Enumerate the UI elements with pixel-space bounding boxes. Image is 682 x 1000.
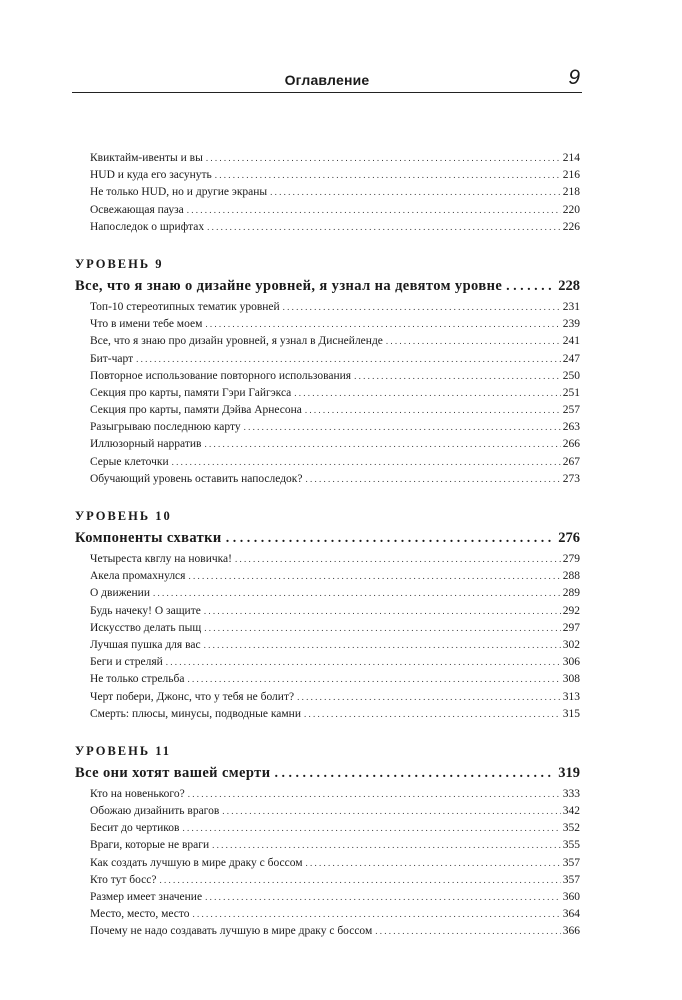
toc-entry-title: Иллюзорный нарратив (90, 438, 202, 451)
toc-entry-page: 239 (562, 318, 580, 331)
toc-entry[interactable] (75, 637, 580, 654)
toc-entry[interactable] (75, 551, 580, 568)
toc-entry-title: О движении (90, 587, 150, 600)
toc-entry[interactable] (75, 219, 580, 236)
toc-entry-title: Секция про карты, памяти Гэри Гайгэкса (90, 386, 292, 399)
toc-entry-title: Акела промахнулся (90, 570, 186, 583)
toc-entry[interactable] (75, 585, 580, 602)
chapter-heading[interactable] (75, 761, 580, 785)
toc-entry[interactable] (75, 820, 580, 837)
dot-leader (204, 436, 560, 453)
toc-entry-page: 241 (562, 335, 580, 348)
dot-leader (304, 706, 561, 723)
dot-leader (205, 889, 561, 906)
toc-entry[interactable] (75, 351, 580, 368)
toc-entry-title: Черт побери, Джонс, что у тебя не болит? (90, 690, 295, 703)
toc-entry-title: Бесит до чертиков (90, 822, 180, 835)
toc-entry-page: 360 (562, 891, 580, 903)
dot-leader (172, 454, 561, 471)
dot-leader (386, 333, 561, 350)
toc-entry-title: Освежающая пауза (90, 203, 184, 216)
toc-entry-page: 306 (562, 656, 580, 669)
toc-entry-title: Что в имени тебе моем (90, 318, 203, 331)
toc-entry-title: HUD и куда его засунуть (90, 169, 212, 182)
dot-leader (187, 671, 560, 688)
dot-leader (193, 906, 561, 923)
toc-entry[interactable] (75, 654, 580, 671)
toc-entry-page: 263 (562, 421, 580, 434)
level-label: УРОВЕНЬ 10 (75, 509, 172, 523)
toc-entry-page: 355 (562, 839, 580, 852)
toc-entry-page: 352 (562, 822, 580, 835)
toc-entry-page: 216 (562, 169, 580, 182)
toc-entry-title: Все, что я знаю про дизайн уровней, я узнал в Диснейленде (90, 335, 383, 348)
toc-entry-page: 218 (562, 186, 580, 199)
toc-entry[interactable] (75, 184, 580, 201)
chapter-page: 228 (558, 277, 580, 294)
toc-entry-title: Беги и стреляй (90, 656, 163, 669)
toc-entry[interactable] (75, 471, 580, 488)
toc-entry-title: Размер имеет значение (90, 891, 203, 903)
toc-entry-page: 231 (562, 300, 580, 313)
toc-entry[interactable] (75, 167, 580, 184)
dot-leader (166, 654, 561, 671)
toc-entry-title: Кто на новенького? (90, 787, 185, 800)
dot-leader (159, 872, 560, 889)
page-header (72, 66, 582, 93)
toc-entry-page: 257 (562, 404, 580, 417)
toc-entry-page: 357 (562, 873, 580, 886)
toc-entry[interactable] (75, 803, 580, 820)
dot-leader (205, 316, 560, 333)
toc-entry[interactable] (75, 906, 580, 923)
dot-leader (187, 202, 561, 219)
toc-entry[interactable] (75, 454, 580, 471)
toc-entry[interactable] (75, 402, 580, 419)
dot-leader (222, 803, 560, 820)
toc-entry-page: 313 (562, 690, 580, 703)
toc-entry[interactable] (75, 620, 580, 637)
toc-entry-title: Обожаю дизайнить врагов (90, 805, 220, 818)
toc-entry[interactable] (75, 706, 580, 723)
toc-entry[interactable] (75, 385, 580, 402)
toc-entry[interactable] (75, 689, 580, 706)
dot-leader (270, 184, 561, 201)
chapter-page: 319 (558, 764, 580, 781)
toc-entry[interactable] (75, 419, 580, 436)
toc-entry[interactable] (75, 568, 580, 585)
toc-entry-page: 292 (562, 604, 580, 617)
toc-entry[interactable] (75, 316, 580, 333)
level-10-section (75, 506, 580, 723)
toc-entry-title: Как создать лучшую в мире драку с боссом (90, 856, 303, 869)
level-9-section (75, 254, 580, 488)
dot-leader (188, 568, 560, 585)
chapter-heading[interactable] (75, 274, 580, 298)
toc-entry-title: Кто тут босс? (90, 873, 157, 886)
toc-entry-title: Враги, которые не враги (90, 839, 210, 852)
dot-leader (207, 219, 561, 236)
toc-entry[interactable] (75, 299, 580, 316)
level-label: УРОВЕНЬ 9 (75, 256, 164, 271)
dot-leader (204, 603, 561, 620)
toc-entry-title: Будь начеку! О защите (90, 604, 201, 617)
toc-entry-page: 288 (562, 570, 580, 583)
chapter-heading[interactable] (75, 526, 580, 550)
toc-entry-title: Искусство делать пыщ (90, 621, 202, 634)
toc-entry-page: 297 (562, 621, 580, 634)
toc-entry-page: 289 (562, 587, 580, 600)
toc-entry-page: 302 (562, 638, 580, 651)
toc-entry-page: 247 (562, 352, 580, 365)
toc-entry-page: 366 (562, 925, 580, 938)
toc-entry-title: Разыгрываю последнюю карту (90, 421, 241, 434)
dot-leader (188, 786, 561, 803)
toc-entry-title: Серые клеточки (90, 455, 169, 468)
toc-entry[interactable] (75, 333, 580, 350)
toc-entry-page: 251 (562, 386, 580, 399)
level-11-section (75, 741, 580, 941)
dot-leader (294, 385, 560, 402)
toc-entry-page: 267 (562, 455, 580, 468)
toc-entry[interactable] (75, 436, 580, 453)
dot-leader (226, 527, 555, 550)
dot-leader (204, 637, 561, 654)
toc-entry-page: 266 (562, 438, 580, 451)
dot-leader (306, 471, 561, 488)
dot-leader (204, 620, 561, 637)
dot-leader (212, 837, 561, 854)
toc-entry-title: Не только стрельба (90, 673, 185, 686)
toc-entry[interactable] (75, 855, 580, 872)
toc-entry-title: Секция про карты, памяти Дэйва Арнесона (90, 404, 302, 417)
toc-entry-page: 333 (562, 787, 580, 800)
dot-leader (375, 923, 561, 940)
toc-entry-title: Обучающий уровень оставить напоследок? (90, 472, 303, 485)
toc-entry[interactable] (75, 368, 580, 385)
dot-leader (306, 855, 561, 872)
toc-entry-page: 308 (562, 673, 580, 686)
running-title: Оглавление (284, 72, 370, 88)
dot-leader (182, 820, 560, 837)
page-number: 9 (568, 66, 580, 89)
toc-entry-page: 279 (562, 553, 580, 565)
toc-entry-page: 357 (562, 856, 580, 869)
toc-entry-page: 342 (562, 805, 580, 818)
toc-entry-title: Смерть: плюсы, минусы, подводные камни (90, 707, 301, 720)
dot-leader (215, 167, 561, 184)
toc-entry-title: Не только HUD, но и другие экраны (90, 186, 268, 199)
level-label: УРОВЕНЬ 11 (75, 743, 172, 758)
toc-entry-title: Почему не надо создавать лучшую в мире драку с боссом (90, 925, 373, 938)
toc-entry[interactable] (75, 150, 580, 167)
toc-entry-page: 220 (562, 203, 580, 216)
toc-entry-title: Бит-чарт (90, 352, 134, 365)
chapter-title: Все, что я знаю о дизайне уровней, я узнал на девятом уровне (75, 277, 503, 294)
chapter-title: Компоненты схватки (75, 530, 222, 546)
toc-entry[interactable] (75, 923, 580, 940)
toc-entry-page: 226 (562, 220, 580, 233)
toc-entry-title: Четыреста квглу на новичка! (90, 553, 232, 565)
toc-entry-title: Место, место, место (90, 908, 190, 921)
dot-leader (274, 762, 554, 785)
table-of-contents (75, 150, 580, 941)
toc-entry-title: Топ-10 стереотипных тематик уровней (90, 300, 280, 313)
dot-leader (297, 689, 561, 706)
toc-entry[interactable] (75, 837, 580, 854)
chapter-page: 276 (558, 530, 580, 546)
dot-leader (354, 368, 561, 385)
toc-entry[interactable] (75, 786, 580, 803)
dot-leader (136, 351, 561, 368)
intro-section (75, 150, 580, 236)
toc-entry-title: Лучшая пушка для вас (90, 638, 201, 651)
toc-entry[interactable] (75, 603, 580, 620)
dot-leader (206, 150, 561, 167)
toc-entry-page: 315 (562, 707, 580, 720)
toc-entry-page: 250 (562, 369, 580, 382)
toc-entry-title: Квиктайм-ивенты и вы (90, 152, 203, 164)
dot-leader (153, 585, 561, 602)
toc-entry-title: Повторное использование повторного использования (90, 369, 352, 382)
chapter-title: Все они хотят вашей смерти (75, 764, 271, 781)
toc-entry[interactable] (75, 671, 580, 688)
dot-leader (283, 299, 561, 316)
toc-entry[interactable] (75, 872, 580, 889)
dot-leader (305, 402, 561, 419)
dot-leader (506, 275, 554, 298)
toc-entry-page: 364 (562, 908, 580, 921)
toc-entry[interactable] (75, 889, 580, 906)
toc-entry[interactable] (75, 202, 580, 219)
toc-entry-title: Напоследок о шрифтах (90, 220, 205, 233)
dot-leader (244, 419, 561, 436)
toc-entry-page: 214 (562, 152, 580, 164)
dot-leader (235, 551, 561, 568)
toc-entry-page: 273 (562, 472, 580, 485)
